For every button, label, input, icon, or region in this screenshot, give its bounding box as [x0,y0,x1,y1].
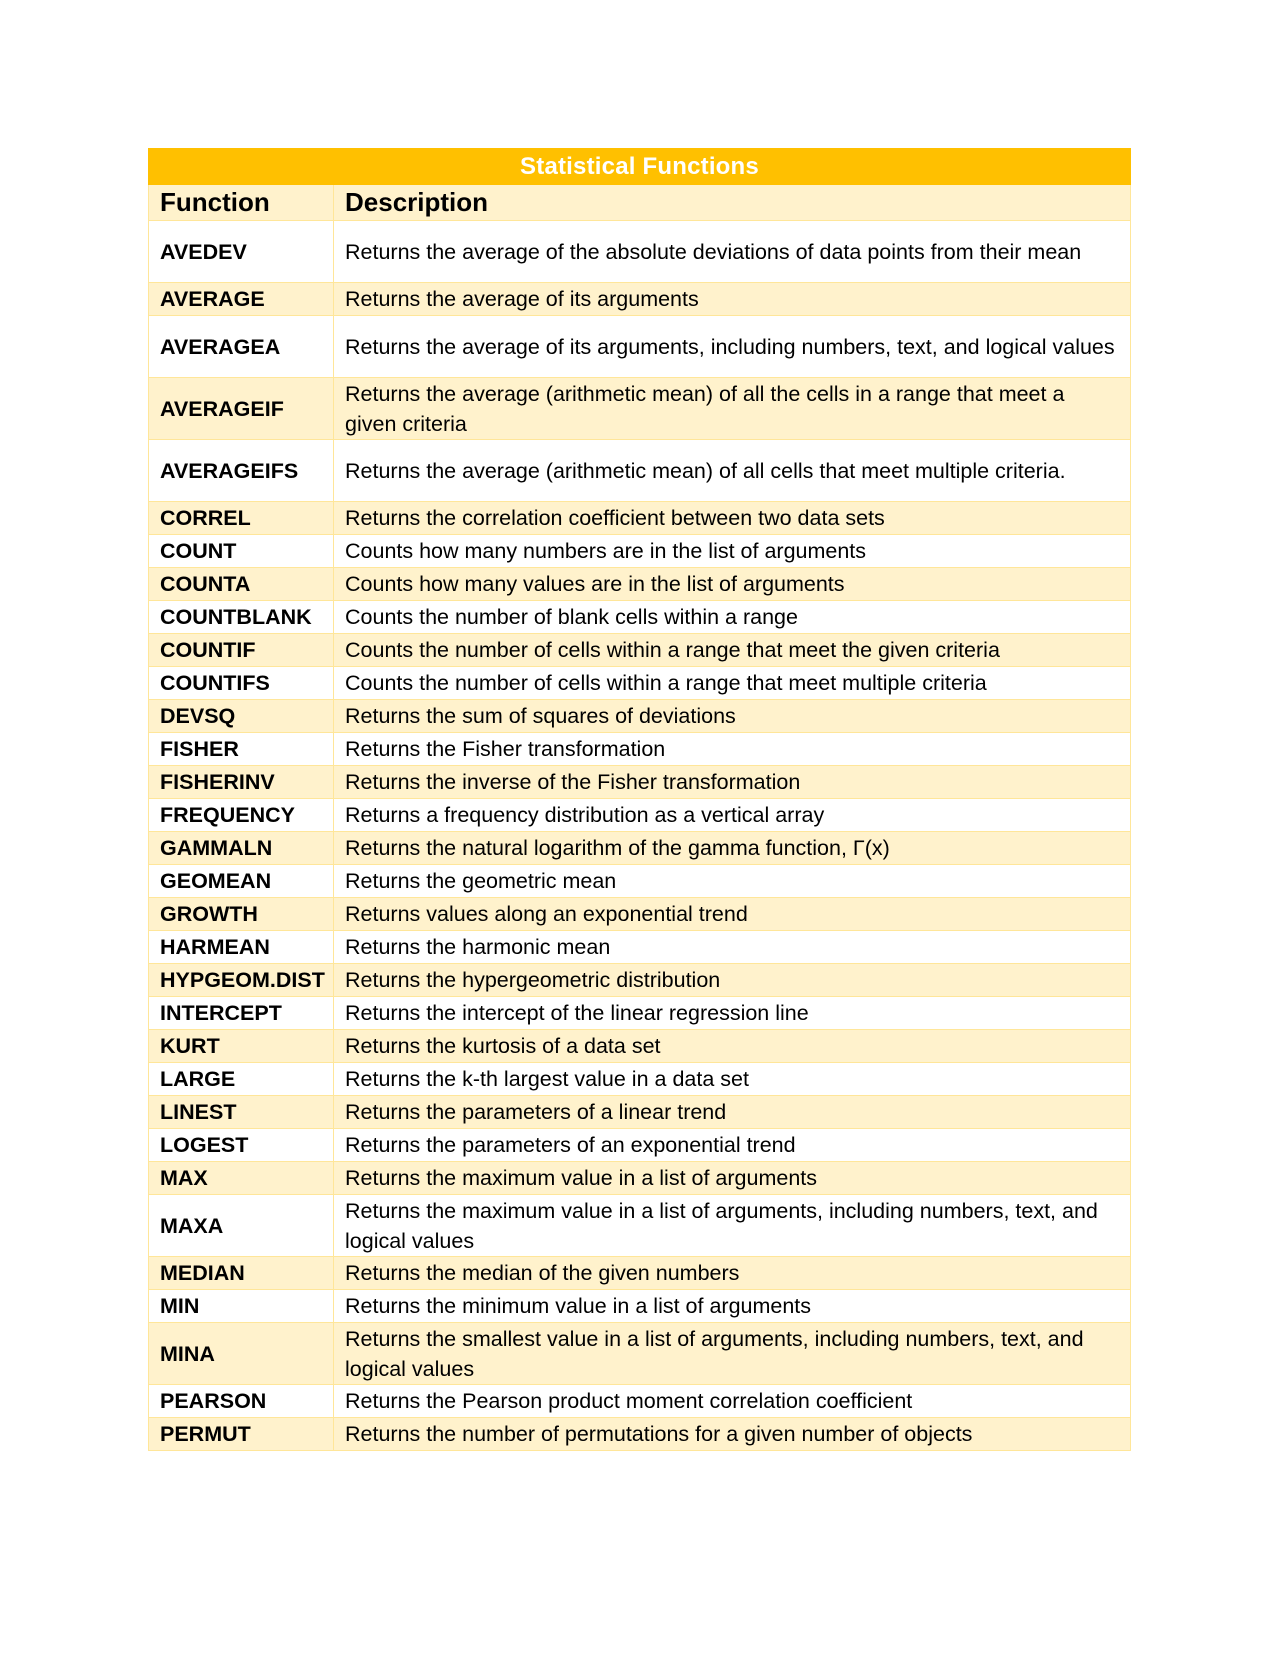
function-name-cell: AVERAGEIFS [149,440,334,502]
function-description-cell: Returns the smallest value in a list of arguments, including numbers, text, and logical values [334,1323,1131,1385]
table-row [149,502,1131,535]
table-row [149,1290,1131,1323]
function-name-cell: GAMMALN [149,832,334,865]
table-row [149,667,1131,700]
table-row [149,568,1131,601]
function-name-cell: MAX [149,1162,334,1195]
function-description-cell: Returns the geometric mean [334,865,1131,898]
function-name-cell: GROWTH [149,898,334,931]
column-header-function: Function [149,185,334,221]
table-row [149,700,1131,733]
function-description-cell: Returns the maximum value in a list of arguments [334,1162,1131,1195]
function-name-cell: COUNTA [149,568,334,601]
function-name-cell: AVERAGEIF [149,378,334,440]
table-row [149,865,1131,898]
table-row [149,440,1131,502]
function-name-cell: GEOMEAN [149,865,334,898]
function-name-cell: COUNTIFS [149,667,334,700]
function-description-cell: Returns the parameters of a linear trend [334,1096,1131,1129]
function-description-cell: Counts the number of cells within a range that meet multiple criteria [334,667,1131,700]
function-name-cell: PERMUT [149,1418,334,1451]
table-row [149,733,1131,766]
function-name-cell: MAXA [149,1195,334,1257]
table-row [149,964,1131,997]
function-name-cell: FISHER [149,733,334,766]
table-row [149,997,1131,1030]
function-description-cell: Returns values along an exponential trend [334,898,1131,931]
function-name-cell: FISHERINV [149,766,334,799]
function-description-cell: Returns the number of permutations for a given number of objects [334,1418,1131,1451]
function-name-cell: PEARSON [149,1385,334,1418]
function-description-cell: Counts the number of blank cells within a range [334,601,1131,634]
function-name-cell: KURT [149,1030,334,1063]
function-description-cell: Returns the average (arithmetic mean) of all cells that meet multiple criteria. [334,440,1131,502]
table-row [149,1030,1131,1063]
function-name-cell: INTERCEPT [149,997,334,1030]
table-row [149,1257,1131,1290]
function-description-cell: Returns the average of its arguments [334,283,1131,316]
function-name-cell: HARMEAN [149,931,334,964]
table-row [149,898,1131,931]
table-row [149,1162,1131,1195]
function-name-cell: CORREL [149,502,334,535]
function-name-cell: COUNTBLANK [149,601,334,634]
table-row [149,378,1131,440]
table-header-row [149,185,1131,221]
table-row [149,221,1131,283]
function-description-cell: Returns the average (arithmetic mean) of all the cells in a range that meet a given criteria [334,378,1131,440]
function-name-cell: AVERAGEA [149,316,334,378]
function-description-cell: Returns the harmonic mean [334,931,1131,964]
function-name-cell: HYPGEOM.DIST [149,964,334,997]
function-name-cell: MINA [149,1323,334,1385]
table-title-row [149,149,1131,185]
function-description-cell: Returns the median of the given numbers [334,1257,1131,1290]
table-row [149,1385,1131,1418]
function-name-cell: COUNT [149,535,334,568]
table-row [149,1063,1131,1096]
table-row [149,799,1131,832]
table-row [149,283,1131,316]
function-name-cell: FREQUENCY [149,799,334,832]
table-row [149,931,1131,964]
function-description-cell: Returns the kurtosis of a data set [334,1030,1131,1063]
column-header-description: Description [334,185,1131,221]
function-name-cell: LOGEST [149,1129,334,1162]
function-name-cell: COUNTIF [149,634,334,667]
table-row [149,1323,1131,1385]
function-name-cell: AVERAGE [149,283,334,316]
function-description-cell: Returns the average of the absolute deviations of data points from their mean [334,221,1131,283]
table-row [149,1195,1131,1257]
function-description-cell: Returns the minimum value in a list of arguments [334,1290,1131,1323]
function-description-cell: Counts how many numbers are in the list of arguments [334,535,1131,568]
function-name-cell: AVEDEV [149,221,334,283]
function-name-cell: MIN [149,1290,334,1323]
function-description-cell: Returns the maximum value in a list of arguments, including numbers, text, and logical values [334,1195,1131,1257]
table-row [149,634,1131,667]
table-row [149,832,1131,865]
table-row [149,535,1131,568]
table-title: Statistical Functions [149,149,1131,185]
table-body [149,221,1131,1451]
function-description-cell: Counts the number of cells within a range that meet the given criteria [334,634,1131,667]
function-description-cell: Returns the intercept of the linear regression line [334,997,1131,1030]
statistical-functions-table [148,148,1131,1451]
table-row [149,601,1131,634]
function-description-cell: Returns the Pearson product moment correlation coefficient [334,1385,1131,1418]
function-name-cell: DEVSQ [149,700,334,733]
table-row [149,1129,1131,1162]
function-description-cell: Returns the hypergeometric distribution [334,964,1131,997]
table-row [149,1418,1131,1451]
function-description-cell: Returns the k-th largest value in a data set [334,1063,1131,1096]
function-description-cell: Returns the natural logarithm of the gamma function, Γ(x) [334,832,1131,865]
function-name-cell: LINEST [149,1096,334,1129]
function-description-cell: Returns the sum of squares of deviations [334,700,1131,733]
statistical-functions-table-wrapper [148,148,1130,1451]
table-row [149,766,1131,799]
function-name-cell: MEDIAN [149,1257,334,1290]
function-description-cell: Counts how many values are in the list of arguments [334,568,1131,601]
table-row [149,1096,1131,1129]
function-description-cell: Returns the Fisher transformation [334,733,1131,766]
function-description-cell: Returns a frequency distribution as a vertical array [334,799,1131,832]
function-description-cell: Returns the average of its arguments, including numbers, text, and logical values [334,316,1131,378]
function-description-cell: Returns the correlation coefficient between two data sets [334,502,1131,535]
function-description-cell: Returns the parameters of an exponential trend [334,1129,1131,1162]
table-row [149,316,1131,378]
function-name-cell: LARGE [149,1063,334,1096]
function-description-cell: Returns the inverse of the Fisher transformation [334,766,1131,799]
